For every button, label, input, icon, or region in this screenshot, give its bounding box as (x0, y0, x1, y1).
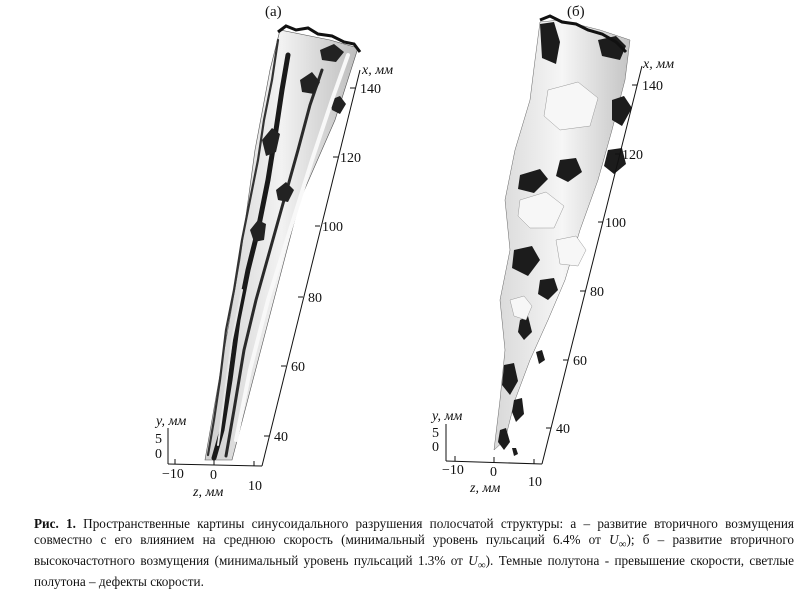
panel-b-y-axis-label: y, мм (432, 409, 463, 424)
panel-a-x-tick-label: 120 (340, 151, 361, 166)
panel-b-y-tick-label: 5 (432, 426, 439, 441)
panel-a-x-axis-label: x, мм (362, 63, 394, 78)
caption-prefix: Рис. 1. (34, 516, 76, 531)
panel-a-visualization (154, 26, 393, 500)
panel-b-z-tick-label: 10 (528, 475, 542, 490)
panel-b-x-tick-label: 140 (642, 79, 663, 94)
panel-b-z-tick-label: −10 (442, 463, 464, 478)
panel-a-x-tick-label: 40 (274, 430, 288, 445)
caption-text-2: ); б – развитие вторичного высокочастотного возмущения (минимальный уровень пульсаций 1.3% от (34, 532, 794, 569)
panel-a-y-tick-label: 0 (155, 447, 162, 462)
panel-a-z-tick-label: −10 (162, 467, 184, 482)
panel-b-z-tick-label: 0 (490, 465, 497, 480)
caption-text-1: Пространственные картины синусоидального разрушения полосчатой структуры: а – развитие вторичного возмущения совместно с его влиянием на среднюю скорость (минимальный уровень пульсаций 6.4% от (34, 516, 794, 548)
figure-caption (34, 516, 794, 590)
panel-a-x-tick-label: 100 (322, 220, 343, 235)
panel-a-x-tick-label: 140 (360, 82, 381, 97)
panel-a-label: (а) (265, 4, 282, 20)
panel-a-y-axis-label: y, мм (156, 414, 187, 429)
panel-b-x-tick-label: 120 (622, 148, 643, 163)
panel-a-z-axis (168, 464, 262, 466)
caption-u-subscript: ∞ (477, 559, 486, 572)
panel-b-x-tick-label: 80 (590, 285, 604, 300)
panel-a-z-tick-label: 10 (248, 479, 262, 494)
panel-b-x-tick-label: 100 (605, 216, 626, 231)
panel-b-visualization (430, 16, 674, 496)
panel-a-z-tick-label: 0 (210, 468, 217, 483)
panel-b-y-tick-label: 0 (432, 440, 439, 455)
caption-u-symbol: U (468, 553, 478, 569)
caption-text-3: ). Темные полутона - превышение скорости, светлые полутона – дефекты скорости. (34, 553, 794, 590)
panel-b-label: (б) (567, 4, 585, 20)
panel-a-y-tick-label: 5 (155, 432, 162, 447)
panel-a-x-tick-label: 80 (308, 291, 322, 306)
panel-b-z-axis-label: z, мм (470, 481, 501, 496)
caption-u-symbol: U (609, 532, 619, 548)
panel-a-x-tick-label: 60 (291, 360, 305, 375)
panel-b-x-axis-label: x, мм (643, 57, 675, 72)
panel-b-x-tick-label: 60 (573, 354, 587, 369)
panel-a-z-axis-label: z, мм (193, 485, 224, 500)
panel-b-x-tick-label: 40 (556, 422, 570, 437)
caption-u-subscript: ∞ (618, 538, 627, 551)
